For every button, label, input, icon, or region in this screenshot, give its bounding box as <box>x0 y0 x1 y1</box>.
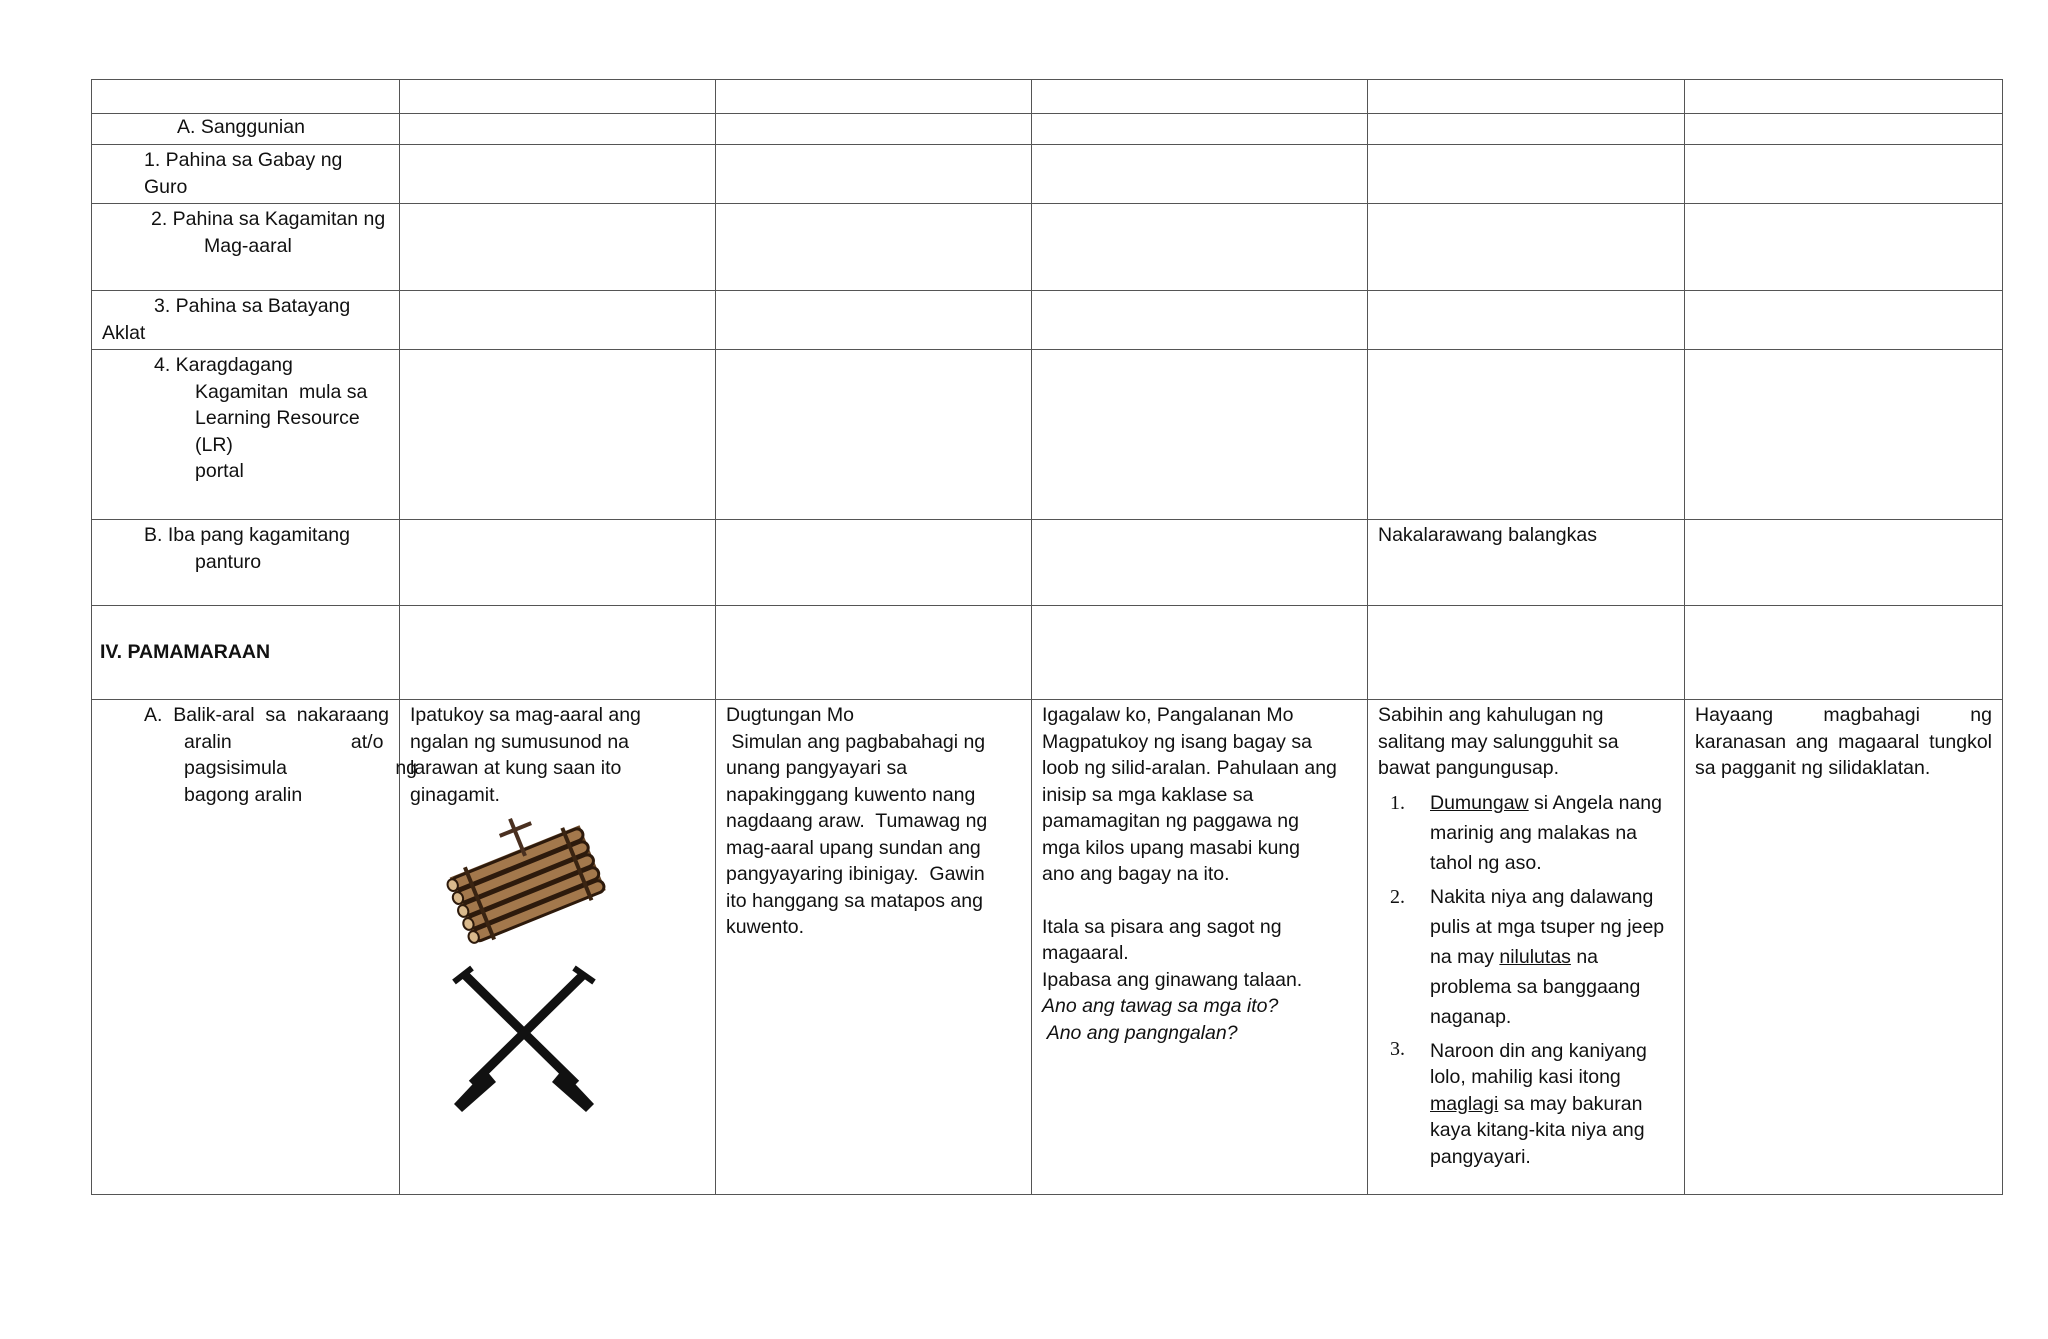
gabay-label: 1. Pahina sa Gabay ng Guro <box>144 149 343 198</box>
item-number: 1. <box>1390 791 1405 814</box>
list-item <box>1378 882 1674 1032</box>
day2-content <box>726 700 1021 941</box>
row-sanggunian <box>92 114 2003 145</box>
day3-body: Magpatukoy ng isang bagay sa loob ng silid-aralan. Pahulaan ang inisip sa mga kaklase sa pamamagitan ng paggawa ng mga kilos upang masabi kung ano ang bagay na ito. <box>1042 730 1337 885</box>
day2-title: Dugtungan Mo <box>726 704 854 726</box>
row-pamamaraan <box>92 606 2003 700</box>
batayang-label-line1: 3. Pahina sa Batayang <box>154 295 351 317</box>
karagdagang-label-line2: Kagamitan mula sa <box>195 380 368 403</box>
day2-body: Simulan ang pagbabahagi ng unang pangyayari sa napakinggang kuwento nang nagdaang araw. Tumawag ng mag-aaral upang sundan ang pangyayaring ibinigay. Gawin ito hanggang sa matapos ang kuwento. <box>726 730 993 938</box>
underlined-word: maglagi <box>1430 1092 1499 1115</box>
underlined-word: Dumungaw <box>1430 791 1529 814</box>
row-batayang-aklat <box>92 291 2003 350</box>
balik-aral-label <box>102 700 418 808</box>
sentence-text: sa may bakuran kaya kitang-kita niya ang pangyayari. <box>1430 1092 1645 1168</box>
karagdagang-label-line4: portal <box>195 460 244 482</box>
underlined-word: nilulutas <box>1499 945 1571 968</box>
kagamitan-label <box>102 204 389 259</box>
day3-content <box>1042 700 1357 1046</box>
day3-title: Igagalaw ko, Pangalanan Mo <box>1042 704 1294 726</box>
item-number: 3. <box>1390 1037 1405 1060</box>
iba-label <box>102 520 389 575</box>
day5-content <box>1695 700 1992 782</box>
iba-label-line2: panturo <box>195 550 262 573</box>
header-row <box>92 80 2003 114</box>
sentence-text: na problema sa banggaang naganap. <box>1430 945 1641 1028</box>
karagdagang-label-line1: 4. Karagdagang <box>154 354 293 376</box>
kagamitan-label-line2: Mag-aaral <box>204 234 292 257</box>
karagdagang-label-line3: Learning Resource (LR) <box>195 407 360 456</box>
lesson-plan-table <box>91 79 2003 1195</box>
day4-content <box>1378 700 1674 1170</box>
day3-question-1: Ano ang tawag sa mga ito? <box>1042 995 1279 1017</box>
day5-text: Hayaang magbahagi ng karanasan ang magaaral tungkol sa pagganit ng silidaklatan. <box>1695 704 1992 779</box>
row-balik-aral <box>92 700 2003 1195</box>
sentence-text: Nakita niya ang dalawang pulis at mga tsuper ng jeep na may <box>1430 885 1665 968</box>
day1-content <box>410 700 705 1114</box>
balik-label-line1: A. Balik-aral sa nakaraang <box>144 704 389 726</box>
iba-label-line1: B. Iba pang kagamitang <box>144 524 350 546</box>
list-item <box>1378 788 1674 878</box>
item-number: 2. <box>1390 885 1405 908</box>
row-iba-pang-kagamitan <box>92 520 2003 606</box>
karagdagang-label <box>102 350 389 485</box>
day3-ipabasa: Ipabasa ang ginawang talaan. <box>1042 968 1303 991</box>
sentence-text: si Angela nang marinig ang malakas na tahol ng aso. <box>1430 791 1662 874</box>
sentence-text: Naroon din ang kaniyang lolo, mahilig kasi itong <box>1430 1039 1647 1088</box>
sanggunian-label: A. Sanggunian <box>177 116 305 138</box>
row-gabay <box>92 145 2003 204</box>
balik-label-line4: bagong aralin <box>184 783 303 806</box>
crossed-oars-icon <box>444 964 604 1114</box>
kagamitan-label-line1: 2. Pahina sa Kagamitan ng <box>151 208 386 230</box>
batayang-label <box>102 291 389 346</box>
batayang-label-line2: Aklat <box>102 321 146 344</box>
raft-icon <box>434 810 614 950</box>
row-karagdagang <box>92 350 2003 520</box>
nakalarawang-balangkas: Nakalarawang balangkas <box>1378 524 1597 546</box>
balik-label-line3: pagsisimula ng <box>184 757 418 779</box>
balik-label-line2: aralin at/o <box>184 730 384 753</box>
day4-sentence-list <box>1378 788 1674 1171</box>
day3-itala: Itala sa pisara ang sagot ng magaaral. <box>1042 915 1282 964</box>
day1-instruction: Ipatukoy sa mag-aaral ang ngalan ng sumusunod na larawan at kung saan ito ginagamit. <box>410 704 641 806</box>
list-item <box>1378 1036 1674 1171</box>
pamamaraan-heading: IV. PAMAMARAAN <box>100 641 271 664</box>
row-kagamitan <box>92 204 2003 291</box>
day3-question-2: Ano ang pangngalan? <box>1042 1021 1238 1044</box>
day4-intro: Sabihin ang kahulugan ng salitang may salungguhit sa bawat pangungusap. <box>1378 704 1619 779</box>
